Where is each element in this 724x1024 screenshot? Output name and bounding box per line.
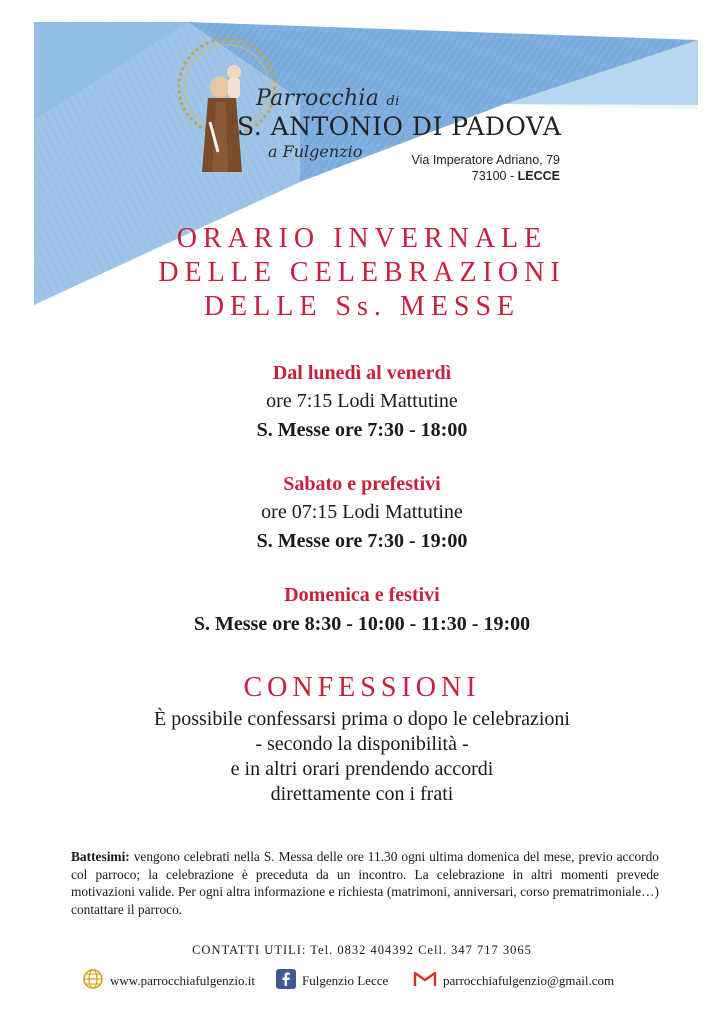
parish-name: S. ANTONIO DI PADOVA xyxy=(237,112,562,141)
page-title xyxy=(0,222,724,324)
facebook-text: Fulgenzio Lecce xyxy=(302,973,389,988)
schedule-sunday xyxy=(0,582,724,639)
parish-location: a Fulgenzio xyxy=(268,142,363,161)
address-city: LECCE xyxy=(517,169,560,183)
schedule-heading: Domenica e festivi xyxy=(284,584,440,606)
confessioni-line-3: e in altri orari prendendo accordi xyxy=(230,758,494,780)
schedule-saturday xyxy=(0,471,724,556)
schedule-messe: S. Messe ore 8:30 - 10:00 - 11:30 - 19:00 xyxy=(193,613,531,635)
confessioni-line-1: È possibile confessarsi prima o dopo le celebrazioni xyxy=(154,708,570,730)
address-zip: 73100 - xyxy=(471,169,518,183)
di-word: di xyxy=(386,94,400,109)
facebook-link[interactable] xyxy=(276,966,388,996)
schedule-heading: Dal lunedì al venerdì xyxy=(272,362,452,384)
email-text: parrocchiafulgenzio@gmail.com xyxy=(443,973,615,988)
website-text: www.parrocchiafulgenzio.it xyxy=(110,973,255,988)
globe-icon xyxy=(82,968,104,994)
schedule-heading: Sabato e prefestivi xyxy=(283,473,441,495)
address-street: Via Imperatore Adriano, 79 xyxy=(411,153,560,167)
confessioni-text xyxy=(0,707,724,807)
schedule-lodi: ore 07:15 Lodi Mattutine xyxy=(261,501,463,523)
gmail-icon xyxy=(413,970,437,992)
schedule-messe: S. Messe ore 7:30 - 19:00 xyxy=(256,530,468,552)
title-line-3: DELLE Ss. MESSE xyxy=(203,291,521,322)
confessioni-line-4: direttamente con i frati xyxy=(270,783,454,805)
schedule-lodi: ore 7:15 Lodi Mattutine xyxy=(266,390,458,412)
schedule-weekdays xyxy=(0,360,724,445)
facebook-icon xyxy=(276,969,296,993)
confessioni-title: CONFESSIONI xyxy=(243,672,481,703)
parish-prefix xyxy=(256,86,400,111)
website-link[interactable] xyxy=(82,966,255,996)
parrocchia-word: Parrocchia xyxy=(256,86,380,111)
battesimi-label: Battesimi: xyxy=(71,849,130,864)
footer xyxy=(0,966,724,996)
address-city-line xyxy=(370,168,560,184)
email-link[interactable] xyxy=(413,966,614,996)
battesimi-paragraph xyxy=(71,848,659,918)
title-line-2: DELLE CELEBRAZIONI xyxy=(158,257,566,288)
schedule-messe: S. Messe ore 7:30 - 18:00 xyxy=(256,419,468,441)
battesimi-text: vengono celebrati nella S. Messa delle ore 11.30 ogni ultima domenica del mese, previo accordo col parroco; la celebrazione è preceduta da un incontro. La celebrazione in altri momenti prevede motivazioni valide. Per ogni altra informazione e richiesta (matrimoni, anniversari, corso prematrimoniale…) contattare il parroco. xyxy=(71,849,659,917)
confessioni-line-2: - secondo la disponibilità - xyxy=(255,733,469,755)
contacts-line: CONTATTI UTILI: Tel. 0832 404392 Cell. 347 717 3065 xyxy=(192,943,532,957)
address xyxy=(370,152,560,184)
title-line-1: ORARIO INVERNALE xyxy=(176,223,548,254)
